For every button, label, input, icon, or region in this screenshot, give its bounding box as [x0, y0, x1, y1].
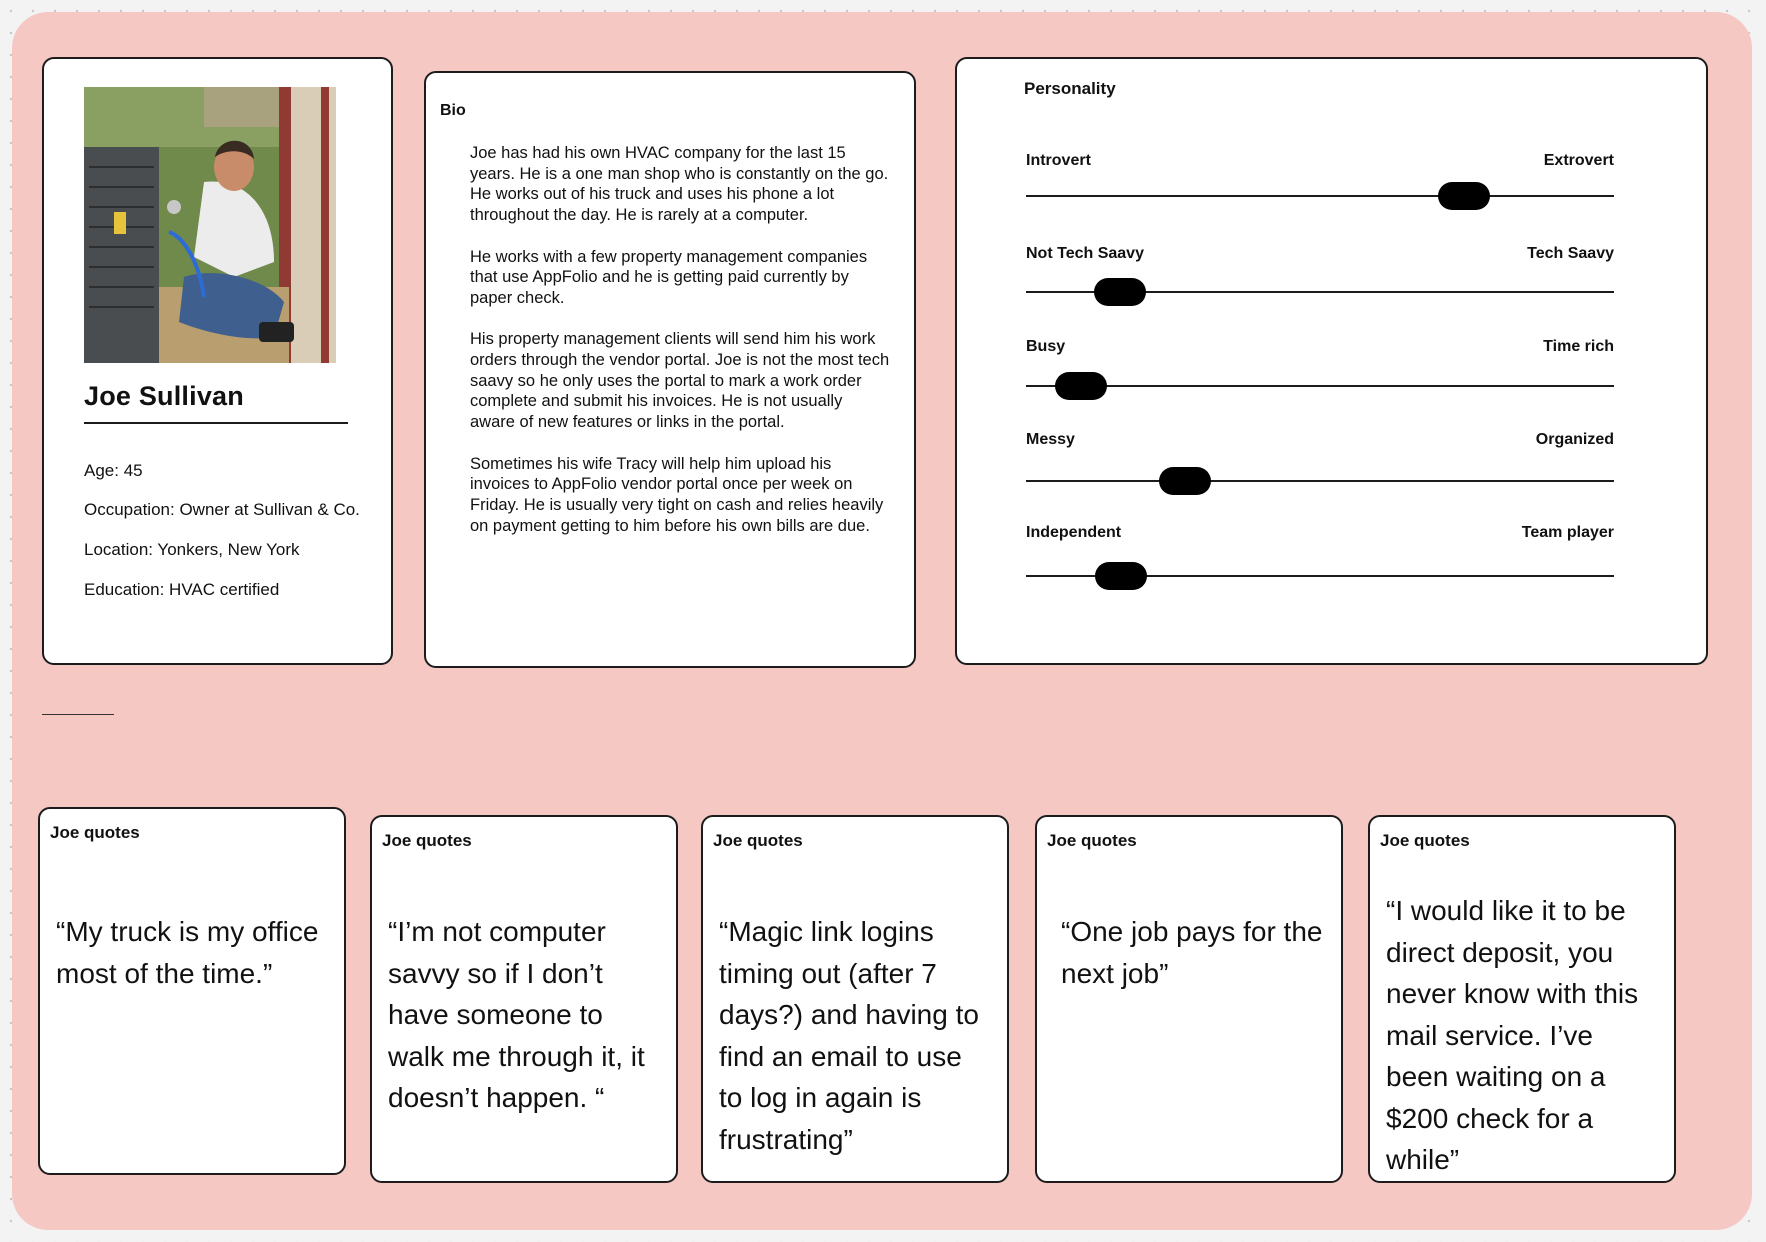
- quote-text: “I’m not computer savvy so if I don’t have someone to walk me through it, it doesn’t happen. “: [388, 916, 645, 1113]
- persona-location: Location: Yonkers, New York: [84, 540, 300, 559]
- bio-paragraph: Sometimes his wife Tracy will help him upload his invoices to AppFolio vendor portal once per week on Friday. He is usually very tight on cash and relies heavily on payment getting to him before his own bills are due.: [470, 454, 884, 535]
- trait-label-right: Tech Saavy: [1527, 245, 1614, 262]
- quote-text: “One job pays for the next job”: [1061, 916, 1323, 989]
- bio-paragraph: Joe has had his own HVAC company for the last 15 years. He is a one man shop who is constantly on the go. He works out of his truck and uses his phone a lot throughout the day. He is rarely at a computer.: [470, 144, 889, 225]
- trait-label-left: Not Tech Saavy: [1026, 245, 1144, 262]
- persona-name: Joe Sullivan: [84, 381, 244, 411]
- quote-card: [701, 815, 1009, 1183]
- persona-board: [12, 12, 1752, 1230]
- bio-paragraph: His property management clients will send him his work orders through the vendor portal. Joe is not the most tech saavy so he only uses the portal to mark a work order complete and submit his invoices. He is not usually aware of new features or links in the portal.: [470, 330, 890, 432]
- trait-slider-track[interactable]: [1026, 385, 1614, 387]
- quote-label: Joe quotes: [382, 831, 472, 850]
- trait-slider-handle[interactable]: [1438, 182, 1490, 210]
- trait-slider-handle[interactable]: [1094, 278, 1146, 306]
- trait-label-left: Messy: [1026, 431, 1075, 448]
- trait-label-right: Extrovert: [1543, 152, 1614, 169]
- trait-label-left: Independent: [1026, 524, 1122, 541]
- personality-title: Personality: [1024, 79, 1116, 98]
- quote-text: “My truck is my office most of the time.”: [56, 916, 319, 989]
- quote-text: “I would like it to be direct deposit, you never know with this mail service. I’ve been waiting on a $200 check for a while”: [1386, 895, 1639, 1175]
- quote-card: [370, 815, 678, 1183]
- persona-photo: [84, 87, 336, 363]
- trait-label-right: Team player: [1521, 524, 1614, 541]
- trait-label-left: Busy: [1026, 338, 1066, 355]
- bio-title: Bio: [440, 102, 466, 119]
- trait-label-right: Time rich: [1543, 338, 1614, 355]
- trait-label-left: Introvert: [1026, 152, 1091, 169]
- quote-card: [1035, 815, 1343, 1183]
- quote-label: Joe quotes: [50, 823, 140, 842]
- quote-card: [1368, 815, 1676, 1183]
- trait-slider-track[interactable]: [1026, 480, 1614, 482]
- persona-education: Education: HVAC certified: [84, 580, 280, 599]
- quote-card: [38, 807, 346, 1175]
- quote-text: “Magic link logins timing out (after 7 days?) and having to find an email to use to log in again is frustrating”: [719, 916, 979, 1155]
- quote-label: Joe quotes: [1380, 831, 1470, 850]
- name-underline: [84, 422, 348, 424]
- bio-paragraph: He works with a few property management companies that use AppFolio and he is getting paid currently by paper check.: [470, 247, 868, 307]
- trait-label-right: Organized: [1535, 431, 1614, 448]
- trait-slider-handle[interactable]: [1055, 372, 1107, 400]
- persona-occupation: Occupation: Owner at Sullivan & Co.: [84, 500, 360, 519]
- trait-slider-track[interactable]: [1026, 195, 1614, 197]
- trait-slider-handle[interactable]: [1159, 467, 1211, 495]
- divider: [42, 714, 114, 715]
- quote-label: Joe quotes: [1047, 831, 1137, 850]
- bio-text: [470, 143, 890, 557]
- personality-card: [955, 57, 1708, 665]
- trait-slider-handle[interactable]: [1095, 562, 1147, 590]
- persona-age: Age: 45: [84, 461, 143, 480]
- profile-card: [42, 57, 393, 665]
- bio-card: [424, 71, 916, 668]
- quote-label: Joe quotes: [713, 831, 803, 850]
